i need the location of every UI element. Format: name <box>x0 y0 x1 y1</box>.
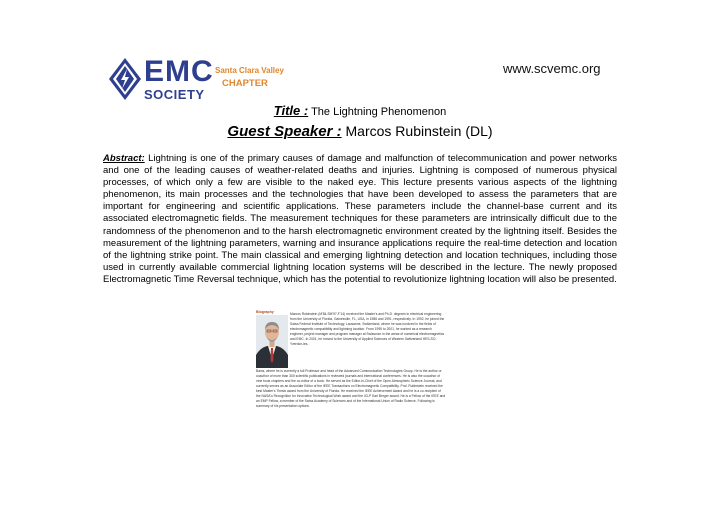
biography-heading: Biography <box>256 310 274 314</box>
biography-text-top: Marcos Rubinstein (M'84-SM'97-F'14) received the Master's and Ph.D. degrees in electrical engineering from the University of Florida, Gainesville, FL, USA, in 1986 and 1991, respectively. In 1992, he joined the Swiss Federal Institute of Technology, Lausanne, Switzerland, where he was involved in the fields of electromagnetic compatibility and lightning location. From 1995 to 2001, he worked as a research engineer, project manager and program manager at Swisscom in the areas of numerical electromagnetics and EMC. In 2001, he moved to the University of Applied Sciences of Western Switzerland HES-SO, Yverdon-les- <box>290 312 445 346</box>
logo-chapter-word: CHAPTER <box>222 78 268 89</box>
abstract-label: Abstract: <box>103 153 145 164</box>
talk-title <box>0 103 720 118</box>
abstract-text: Lightning is one of the primary causes of damage and malfunction of telecommunication and power networks and one of the leading causes of weather-related deaths and injuries. Lightning is composed of numerous physical processes, of which only a few are visible to the naked eye. This lecture presents various aspects of the lightning phenomenon, its main processes and the technologies that have been developed to assess the parameters that are important for engineering and scientific applications. These parameters include the channel-base current and its associated electromagnetic fields. The measurement techniques for these parameters are intrinsically difficult due to the randomness of the phenomenon and to the harsh electromagnetic environment created by the lightning itself. Besides the measurement of the lightning parameters, warning and insurance applications require the real-time detection and location of the lightning strike point. The main classical and emerging lightning detection and location techniques, including those used in currently available commercial lightning location systems will be described in the lecture. The newly proposed Electromagnetic Time Reversal technique, which has the potential to revolutionize lightning location will also be presented. <box>103 153 617 285</box>
website-url[interactable]: www.scvemc.org <box>503 61 601 76</box>
biography-card <box>252 307 449 448</box>
speaker-portrait-icon <box>256 315 288 368</box>
emc-society-logo <box>108 55 284 110</box>
guest-speaker <box>0 123 720 140</box>
title-value: The Lightning Phenomenon <box>311 106 447 118</box>
logo-emc-text: EMC <box>144 55 214 88</box>
speaker-label: Guest Speaker : <box>227 123 342 140</box>
emc-emblem-icon <box>108 57 142 101</box>
abstract-paragraph <box>103 153 617 286</box>
title-label: Title : <box>273 103 309 118</box>
logo-society-text: SOCIETY <box>144 87 205 102</box>
speaker-name: Marcos Rubinstein (DL) <box>345 123 493 139</box>
speaker-photo <box>256 315 288 368</box>
logo-chapter-name: Santa Clara Valley <box>215 66 284 75</box>
biography-text-bottom: Bains, where he is currently a full Professor and head of the Advanced Communication Technologies Group. He is the author or coauthor of more than 300 scientific publications in reviewed journals and international conferences. He is also the coauthor of nine book chapters and the co-editor of a book. He served as the Editor-in-Chief of the Open Atmospheric Science Journal, and currently serves as an Associate Editor of the IEEE Transactions on Electromagnetic Compatibility. Prof. Rubinstein received the best Master's Thesis award from the University of Florida. He received the IEEE Achievement Award and he is a co-recipient of the NASA's Recognition for Innovative Technological Work award and the ICLP Karl Berger award. He is a Fellow of the IEEE and an EMP Fellow, a member of the Swiss Academy of Sciences and of the International Union of Radio Science. Following is summary of his presentation options. <box>256 369 446 408</box>
